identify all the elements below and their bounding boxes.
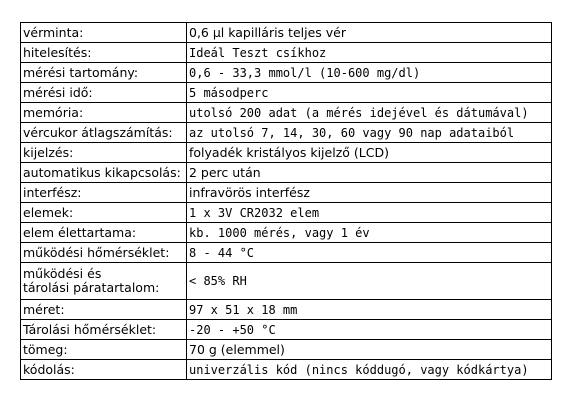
row-value: 8 - 44 °C [187,243,552,263]
row-label: működési hőmérséklet: [21,243,187,263]
table-row [21,123,552,143]
table-row [21,360,552,380]
row-label-line: működési és [23,266,102,281]
row-label-line: tárolási páratartalom: [23,280,160,295]
row-value: 0,6 µl kapilláris teljes vér [187,23,552,43]
table-row [21,263,552,300]
row-value: az utolsó 7, 14, 30, 60 vagy 90 nap adataiból [187,123,552,143]
row-label: mérési idő: [21,83,187,103]
table-row [21,163,552,183]
table-row [21,300,552,320]
row-label [21,263,187,300]
row-label: mérési tartomány: [21,63,187,83]
row-label: kódolás: [21,360,187,380]
row-value: kb. 1000 mérés, vagy 1 év [187,223,552,243]
row-value: univerzális kód (nincs kóddugó, vagy kódkártya) [187,360,552,380]
row-label: elemek: [21,203,187,223]
row-value: 0,6 - 33,3 mmol/l (10-600 mg/dl) [187,63,552,83]
table-row [21,203,552,223]
spec-table [20,22,552,380]
row-label: elem élettartama: [21,223,187,243]
table-row [21,103,552,123]
table-row [21,340,552,360]
row-label: méret: [21,300,187,320]
row-label: memória: [21,103,187,123]
table-row [21,223,552,243]
row-label: Tárolási hőmérséklet: [21,320,187,340]
row-value: Ideál Teszt csíkhoz [187,43,552,63]
row-value: 5 másodperc [187,83,552,103]
row-value: infravörös interfész [187,183,552,203]
table-row [21,63,552,83]
spec-table-body [21,23,552,380]
row-value: 97 x 51 x 18 mm [187,300,552,320]
row-label: kijelzés: [21,143,187,163]
row-label: tömeg: [21,340,187,360]
table-row [21,320,552,340]
table-row [21,143,552,163]
table-row [21,183,552,203]
row-label: interfész: [21,183,187,203]
row-value: -20 - +50 °C [187,320,552,340]
row-value: < 85% RH [187,263,552,300]
row-label: hitelesítés: [21,43,187,63]
row-value: 70 g (elemmel) [187,340,552,360]
table-row [21,83,552,103]
table-row [21,43,552,63]
row-value: folyadék kristályos kijelző (LCD) [187,143,552,163]
table-row [21,243,552,263]
row-label: vérminta: [21,23,187,43]
row-label: vércukor átlagszámítás: [21,123,187,143]
row-label: automatikus kikapcsolás: [21,163,187,183]
row-value: utolsó 200 adat (a mérés idejével és dátumával) [187,103,552,123]
row-value: 2 perc után [187,163,552,183]
table-row [21,23,552,43]
row-value: 1 x 3V CR2032 elem [187,203,552,223]
